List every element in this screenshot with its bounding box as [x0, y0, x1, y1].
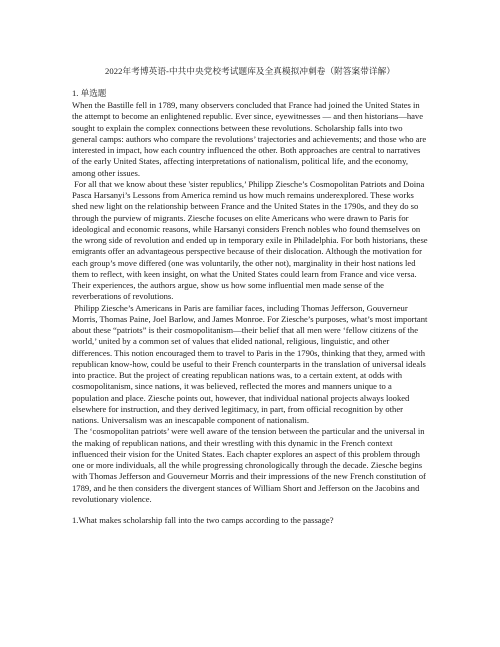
passage-paragraph-2: For all that we know about these 'sister republics,’ Philipp Ziesche’s Cosmopolitan Patriots and Doina Pasca Harsanyi’s Lessons from America remind us how much remains underexplored. These works shed new light on the relationship between France and the United States in the 1790s, and they do so through the purview of migrants. Ziesche focuses on elite Americans who were drawn to Paris for ideological and economic reasons, while Harsanyi considers French nobles who found themselves on the wrong side of revolution and ended up in temporary exile in Philadelphia. For both historians, these emigrants offer an advantageous perspective because of their dislocation. Although the motivation for each group’s move differed (one was voluntarily, the other not), marginality in their host nations led them to reflect, with keen insight, on what the United States could learn from France and vice versa. Their experiences, the authors argue, show us how some influential men made sense of the reverberations of revolutions.: [72, 178, 428, 302]
document-title: 2022年考博英语-中共中央党校考试题库及全真模拟冲刺卷（附答案带详解）: [104, 66, 396, 76]
passage-paragraph-3: Philipp Ziesche’s Americans in Paris are familiar faces, including Thomas Jefferson, Gouverneur Morris, Thomas Paine, Joel Barlow, and James Monroe. For Ziesche’s purposes, what’s most important about these “patriots” is their cosmopolitanism—their belief that all men were ‘fellow citizens of the world,’ united by a common set of values that elided national, religious, linguistic, and other differences. This notion encouraged them to travel to Paris in the 1790s, thinking that they, armed with republican know-how, could be useful to their French counterparts in the translation of universal ideals into practice. But the project of creating republican nations was, to a certain extent, at odds with cosmopolitanism, since nations, it was believed, reflected the mores and manners unique to a population and place. Ziesche points out, however, that individual national projects always looked elsewhere for instruction, and they derived legitimacy, in part, from official recognition by other nations. Universalism was an inescapable component of nationalism.: [72, 302, 428, 425]
section-heading: 1. 单选题: [72, 88, 107, 98]
passage-paragraph-1: When the Bastille fell in 1789, many observers concluded that France had joined the United States in the attempt to become an enlightened republic. Ever since, eyewitnesses — and then historians—have sought to explain the complex connections between these revolutions. Scholarship falls into two general camps: authors who compare the revolutions’ trajectories and achievements; and those who are interested in impact, how each country influenced the other. Both approaches are central to narratives of the early United States, affecting interpretations of nationalism, political life, and the economy, among other issues.: [72, 100, 427, 178]
passage-paragraph-4: The ‘cosmopolitan patriots’ were well aware of the tension between the particular and the universal in the making of republican nations, and their wrestling with this dynamic in the French context influenced their vision for the United States. Each chapter explores an aspect of this problem through one or more individuals, all the while progressing chronologically through the decade. Ziesche begins with Thomas Jefferson and Gouverneur Morris and their impressions of the new French constitution of 1789, and he then considers the divergent stances of William Short and Jefferson on the Jacobins and revolutionary violence.: [72, 426, 426, 504]
question-text: 1.What makes scholarship fall into the two camps according to the passage?: [72, 515, 334, 525]
